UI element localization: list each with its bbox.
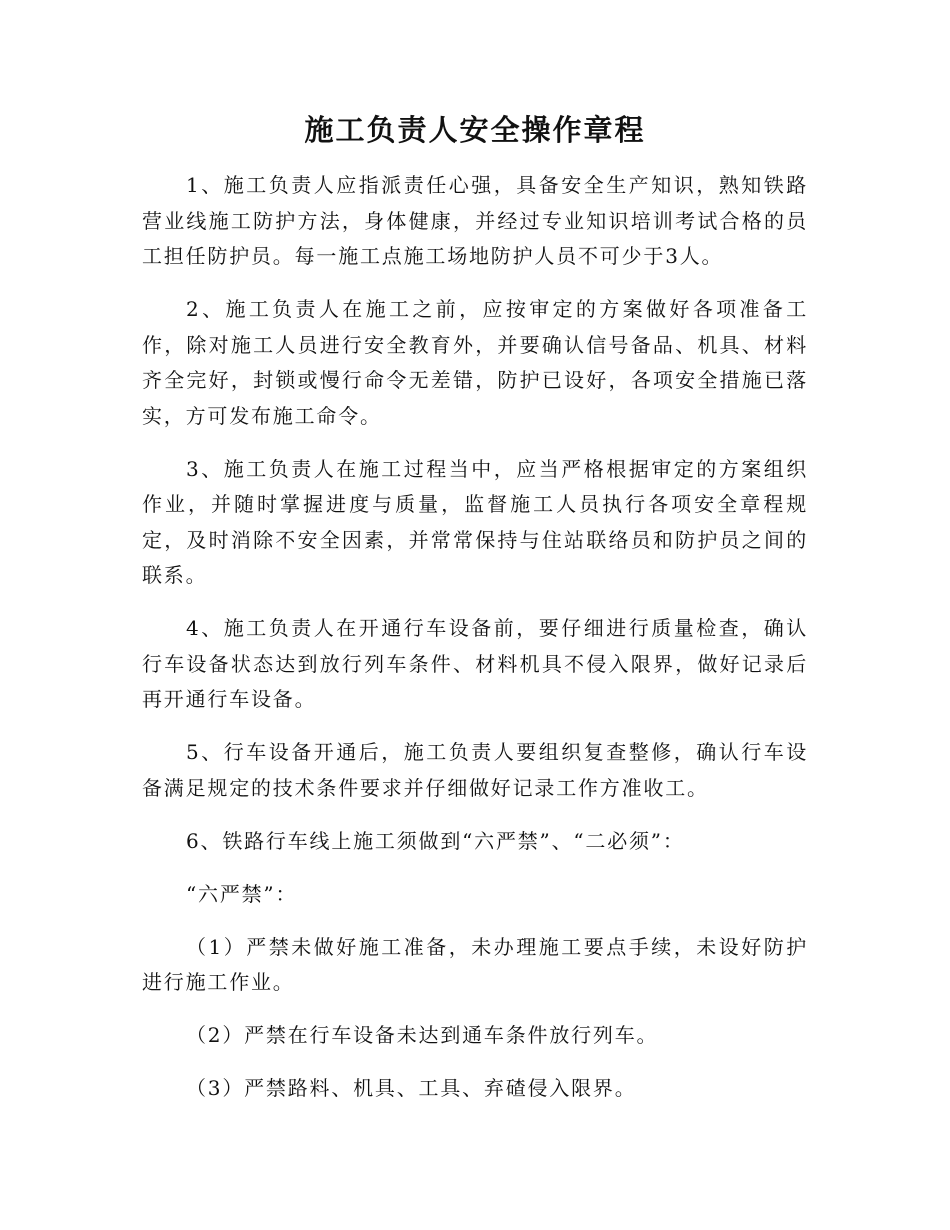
paragraph-4: 4、施工负责人在开通行车设备前，要仔细进行质量检查，确认行车设备状态达到放行列车条件、材料机具不侵入限界，做好记录后再开通行车设备。 [142, 616, 808, 711]
prohibition-item-1: （1）严禁未做好施工准备，未办理施工要点手续，未设好防护进行施工作业。 [142, 934, 808, 994]
prohibition-item-3: （3）严禁路料、机具、工具、弃碴侵入限界。 [186, 1076, 637, 1100]
document-title: 施工负责人安全操作章程 [304, 113, 646, 147]
paragraph-6: 6、铁路行车线上施工须做到“六严禁”、“二必须”： [186, 828, 685, 853]
prohibition-item-2: （2）严禁在行车设备未达到通车条件放行列车。 [186, 1023, 659, 1047]
paragraph-3: 3、施工负责人在施工过程当中，应当严格根据审定的方案组织作业，并随时掌握进度与质量，监督施工人员执行各项安全章程规定，及时消除不安全因素，并常常保持与住站联络员和防护员之间的联系。 [142, 456, 808, 587]
document-body [142, 168, 808, 1124]
paragraph-2: 2、施工负责人在施工之前，应按审定的方案做好各项准备工作，除对施工人员进行安全教育外，并要确认信号备品、机具、材料齐全完好，封锁或慢行命令无差错，防护已设好，各项安全措施已落实，方可发布施工命令。 [142, 297, 808, 428]
paragraph-5: 5、行车设备开通后，施工负责人要组织复查整修，确认行车设备满足规定的技术条件要求并仔细做好记录工作方准收工。 [142, 740, 808, 800]
paragraph-1: 1、施工负责人应指派责任心强，具备安全生产知识，熟知铁路营业线施工防护方法，身体健康，并经过专业知识培训考试合格的员工担任防护员。每一施工点施工场地防护人员不可少于3人。 [142, 173, 808, 268]
six-prohibitions-heading: “六严禁”： [186, 881, 298, 906]
